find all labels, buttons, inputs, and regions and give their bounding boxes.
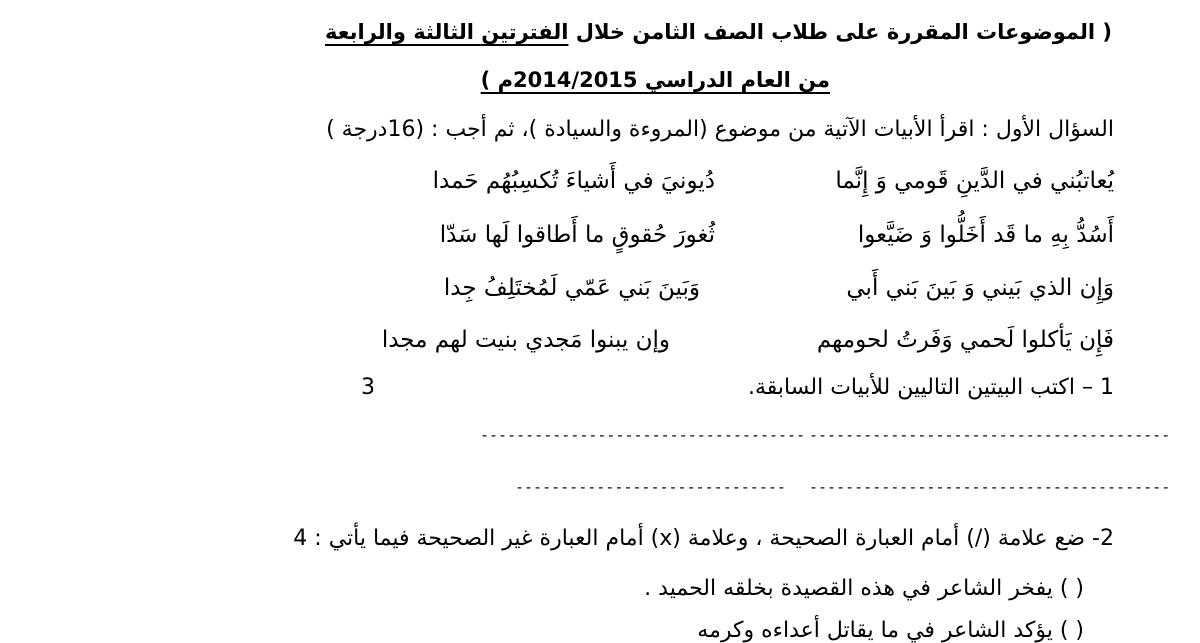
answer-line-1-left[interactable]: ------------------------------------	[480, 426, 806, 444]
verse-3-second-hemistich: وَبَينَ بَني عَمّي لَمُختَلِفُ جِدا	[443, 275, 700, 301]
item1-marks: 3	[361, 375, 375, 400]
verse-4-second-hemistich: وإن يبنوا مَجدي بنيت لهم مجدا	[381, 327, 670, 353]
item1-question: 1 – اكتب البيتين التاليين للأبيات السابقة.	[748, 375, 1114, 400]
verse-2-first-hemistich: أَسُدُّ بِهِ ما قَد أَخَلُّوا وَ ضَيَّعوا	[857, 222, 1114, 248]
answer-line-2-left[interactable]: ------------------------------	[515, 478, 786, 496]
answer-line-2-right[interactable]: ----------------------------------------	[809, 478, 1171, 496]
answer-line-1-right[interactable]: ----------------------------------------	[809, 426, 1171, 444]
item2-statement-1: ( ) يفخر الشاعر في هذه القصيدة بخلقه الحميد .	[644, 576, 1084, 601]
verse-3-first-hemistich: وَإِن الذي بَيني وَ بَينَ بَني أَبي	[846, 275, 1114, 301]
verse-1-second-hemistich: دُيونيَ في أَشياءَ تُكسِبُهُم حَمدا	[432, 168, 715, 194]
title-underlined-periods: الفترتين الثالثة والرابعة	[325, 20, 569, 44]
item2-question: 2- ضع علامة (/) أمام العبارة الصحيحة ، وعلامة (x) أمام العبارة غير الصحيحة فيما يأتي : 4	[293, 526, 1114, 551]
page-title	[325, 22, 1112, 43]
title-prefix: ( الموضوعات المقررة على طلاب الصف الثامن خلال	[575, 20, 1112, 44]
verse-4-first-hemistich: فَإِن يَأكلوا لَحمي وَفَرتُ لحومهم	[816, 327, 1114, 353]
verse-2-second-hemistich: ثُغورَ حُقوقٍ ما أَطاقوا لَها سَدّا	[439, 222, 715, 248]
item2-statement-2: ( ) يؤكد الشاعر في ما يقاتل أعداءه وكرمه	[697, 618, 1084, 643]
page-subtitle: من العام الدراسي 2014/2015م )	[480, 68, 830, 92]
question1-instruction: السؤال الأول : اقرأ الأبيات الآتية من موضوع (المروءة والسيادة )، ثم أجب : (16درجة )	[326, 117, 1114, 142]
verse-1-first-hemistich: يُعاتبُني في الدَّينِ قَومي وَ إِنَّما	[835, 168, 1114, 194]
